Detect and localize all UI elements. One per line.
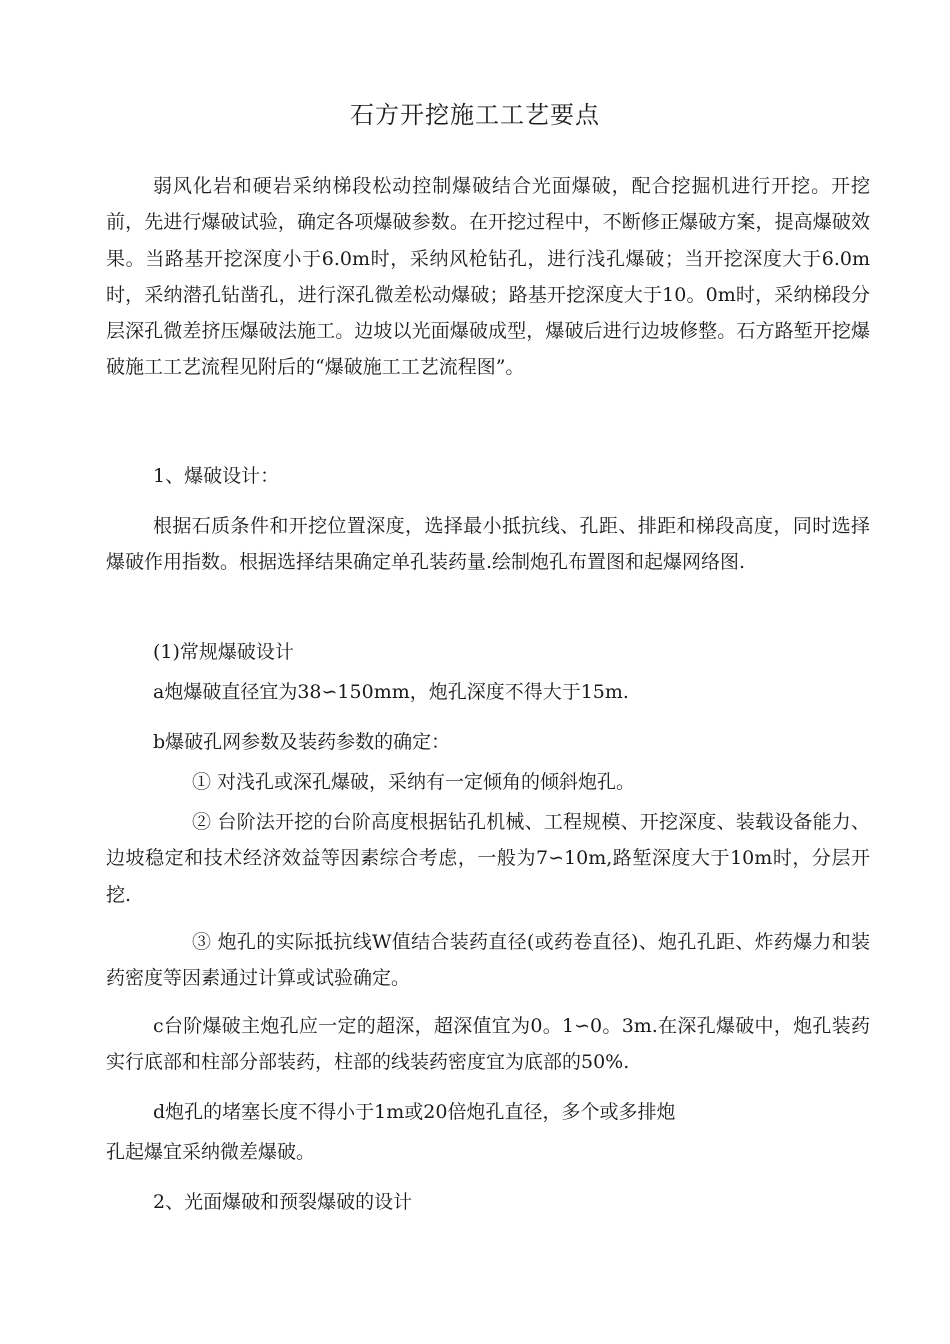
item-b3: ③ 炮孔的实际抵抗线W值结合装药直径(或药卷直径)、炮孔孔距、炸药爆力和装药密度等因素通过计算或试验确定。 [106, 931, 870, 990]
intro-paragraph: 弱风化岩和硬岩采纳梯段松动控制爆破结合光面爆破，配合挖掘机进行开挖。开挖前，先进行爆破试验，确定各项爆破参数。在开挖过程中，不断修正爆破方案，提高爆破效果。当路基开挖深度小于6.0m时，采纳风枪钻孔，进行浅孔爆破；当开挖深度大于6.0m时，采纳潜孔钻凿孔，进行深孔微差松动爆破；路基开挖深度大于10。0m时，采纳梯段分层深孔微差挤压爆破法施工。边坡以光面爆破成型，爆破后进行边坡修整。石方路堑开挖爆破施工工艺流程见附后的“爆破施工工艺流程图”。 [106, 175, 870, 379]
item-a: a炮爆破直径宜为38∽150mm，炮孔深度不得大于15m. [153, 681, 629, 703]
section2-heading: 2、光面爆破和预裂爆破的设计 [153, 1191, 413, 1213]
item-c: c台阶爆破主炮孔应一定的超深，超深值宜为0。1∽0。3m.在深孔爆破中，炮孔装药实行底部和柱部分部装药，柱部的线装药密度宜为底部的50%. [106, 1015, 870, 1074]
item-b2: ② 台阶法开挖的台阶高度根据钻孔机械、工程规模、开挖深度、装载设备能力、边坡稳定和技术经济效益等因素综合考虑，一般为7∽10m,路堑深度大于10m时，分层开挖. [106, 811, 870, 906]
item-b1: ① 对浅孔或深孔爆破，采纳有一定倾角的倾斜炮孔。 [192, 771, 636, 793]
item-d-line2: 孔起爆宜采纳微差爆破。 [106, 1141, 316, 1163]
section1-heading: 1、爆破设计： [153, 465, 280, 487]
section1-paragraph: 根据石质条件和开挖位置深度，选择最小抵抗线、孔距、排距和梯段高度，同时选择爆破作用指数。根据选择结果确定单孔装药量.绘制炮孔布置图和起爆网络图. [106, 515, 870, 574]
item-b: b爆破孔网参数及装药参数的确定： [153, 731, 451, 753]
document-title: 石方开挖施工工艺要点 [350, 101, 600, 129]
sub1-heading: (1)常规爆破设计 [153, 641, 294, 663]
item-d-line1: d炮孔的堵塞长度不得小于1m或20倍炮孔直径，多个或多排炮 [153, 1101, 676, 1123]
